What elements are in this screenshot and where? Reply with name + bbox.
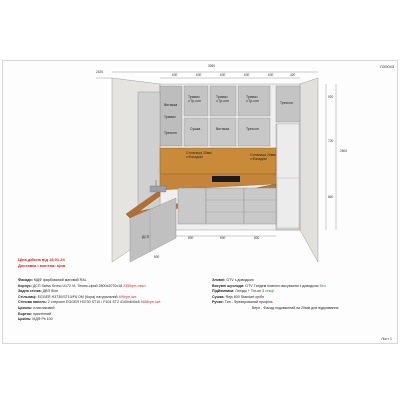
cooktop [212, 176, 240, 182]
sink [150, 186, 166, 192]
dim-base-3: 800 [254, 236, 260, 240]
order-number: ЛЗ0043 [380, 64, 394, 69]
spec-left-row-1: Корпус: ДСП Swiss Krono U172 VL Темно-сірий 2800х2070х18 2390грн./лист [18, 283, 146, 288]
spec-right-row-3: Сушка: Rejs 600 Standart срібл [212, 294, 264, 299]
label-mid-shelf1: Сушка [190, 127, 201, 131]
label-backsplash-d: з Фасадом [250, 157, 267, 161]
base-cabinet-1 [178, 188, 206, 224]
dim-height: 2600 [340, 149, 348, 153]
label-wall-left2: Трехсон [164, 131, 177, 135]
base-cabinet-3 [244, 188, 276, 224]
dim-total-width: 3050 [208, 64, 216, 68]
dim-upper: 920 [328, 95, 334, 99]
spec-left-row-4: Стінова панель: 2 стеронні EGGER H3730 ST10 / F104 ST2 4100х640х8 4666грн./шт. [18, 300, 162, 305]
price-date-note: Ціна дійсна від 18.01.24 [18, 257, 65, 262]
dim-top-2: 600 [196, 73, 202, 77]
dim-base-1: 800 [188, 236, 194, 240]
dim-mid: 720 [328, 139, 334, 143]
dim-base-4: 600 [154, 255, 160, 259]
label-sink-cabinet: ДСП [142, 235, 150, 239]
spec-right-row-1: Висувні шухляди: GTV Тандем повного висування з доводкою бел. [212, 283, 327, 288]
dim-lower: 840 [328, 195, 334, 199]
spec-left-row-7: Цокіль: МДФ Ps 100 [18, 317, 53, 322]
spec-left-row-5: Цоколь: пластиковий [18, 305, 55, 310]
label-mid-shelf2: Витяжка [216, 127, 230, 131]
delivery-note: Доставка і монтаж: ціна [18, 263, 66, 268]
spec-right-row-5: Верх - Фасад подовжений на 20мм для відкривання [252, 305, 339, 310]
dim-base-2: 600 [220, 236, 226, 240]
label-mid3-a: Тримач [246, 95, 258, 99]
spec-left-row-6: Бортик: пристінний [18, 311, 52, 316]
spec-left [18, 278, 208, 323]
label-backsplash-c: Стільниця 20мм [250, 153, 276, 157]
wall-cabinet-5 [184, 118, 208, 146]
label-hood: Витяжка [164, 103, 178, 107]
fridge-door [277, 124, 299, 228]
dim-top-3: 600 [220, 73, 226, 77]
spec-right-row-4: Ручки: Тип - Фрезерований профіль [212, 300, 273, 305]
label-mid1-b: з Тр-сон [188, 99, 201, 103]
base-cabinet-2 [206, 188, 244, 224]
label-mid2-b: з Тр-сон [216, 99, 229, 103]
label-backsplash-a: Стільниця 20мм [186, 151, 212, 155]
spec-right-row-2: Підйомники: Гнездо + Тіп-он 3 секції [212, 289, 275, 294]
right-wall [300, 78, 318, 262]
dim-top-6: 420 [290, 73, 296, 77]
sheet-number: Лист 1 [381, 337, 392, 341]
label-mid-shelf3: Трехсон [246, 127, 259, 131]
label-mid1-a: Тримач [188, 95, 200, 99]
spec-right-row-0: Зливні: GTV з доводкою [212, 278, 254, 282]
label-mid2-a: Тримач [216, 95, 228, 99]
spec-left-row-3: Стільниці: EGGER H3730/ST10/F6 ОМ (Кора) натуральний 499грн./шт. [18, 294, 137, 299]
wall-cabinet-7 [238, 118, 270, 146]
dim-top-4: 600 [244, 73, 250, 77]
spec-left-row-0: Фасади: МДФ фарбований матовий RAL [18, 278, 87, 282]
spec-right [212, 278, 392, 312]
dim-top-1: 600 [172, 73, 178, 77]
label-mid3-b: з Тр-сон [246, 99, 259, 103]
label-backsplash-b: з Фасадом [186, 155, 203, 159]
label-tall: Трехсон [280, 101, 293, 105]
dim-left-depth: 2420 [96, 70, 104, 74]
spec-left-row-2: Задня стінка: ДВП біле [18, 289, 59, 294]
label-wall-left1: Тримач [164, 115, 176, 119]
wall-cabinet-6 [210, 118, 236, 146]
dim-top-5: 600 [268, 73, 274, 77]
